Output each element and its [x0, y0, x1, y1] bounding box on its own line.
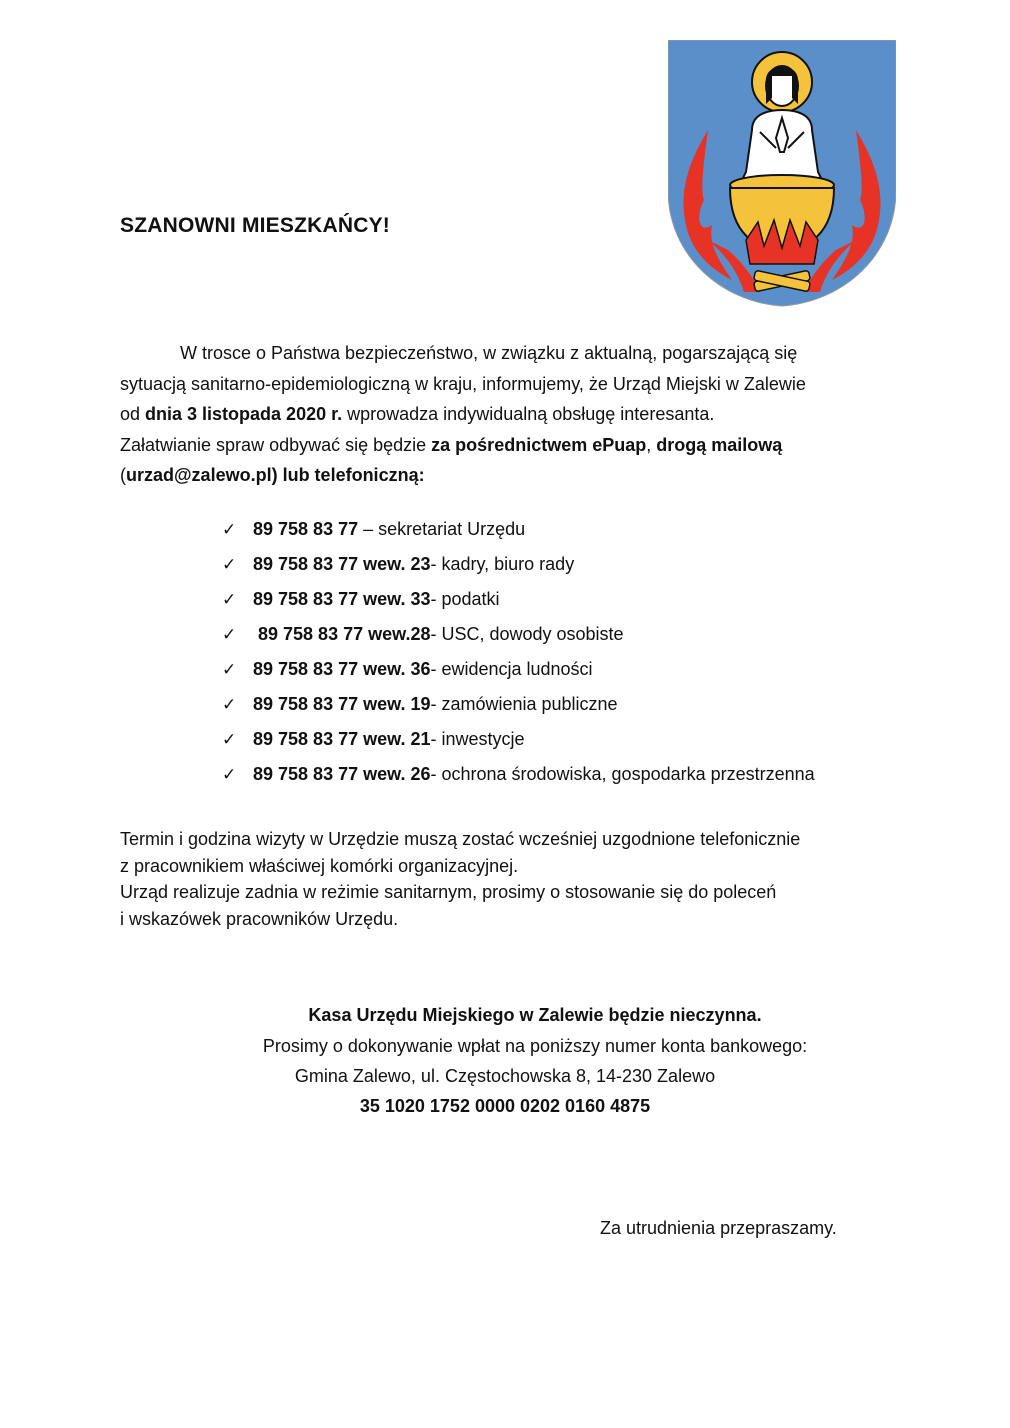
intro-line-3a: od	[120, 404, 146, 424]
list-item	[222, 722, 815, 757]
phone-number: 89 758 83 77 wew. 33	[253, 589, 431, 609]
notice-line-1: Termin i godzina wizyty w Urzędzie muszą zostać wcześniej uzgodnione telefonicznie	[120, 829, 801, 849]
phone-desc: - USC, dowody osobiste	[430, 624, 624, 644]
bank-account-number: 35 1020 1752 0000 0202 0160 4875	[359, 1096, 651, 1116]
payment-request: Prosimy o dokonywanie wpłat na poniższy numer konta bankowego:	[262, 1036, 808, 1056]
intro-line-2: sytuacją sanitarno-epidemiologiczną w kraju, informujemy, że Urząd Miejski w Zalewie	[120, 373, 806, 394]
intro-line-4a: Załatwianie spraw odbywać się będzie	[120, 434, 432, 455]
checkmark-icon: ✓	[222, 765, 237, 785]
phone-desc: - podatki	[430, 589, 500, 609]
phone-number: 89 758 83 77 wew. 23	[253, 554, 431, 574]
intro-paragraph	[120, 338, 889, 491]
intro-line-1: W trosce o Państwa bezpieczeństwo, w związku z aktualną, pogarszającą się	[180, 343, 798, 363]
checkmark-icon: ✓	[222, 625, 237, 645]
phone-number: 89 758 83 77 wew. 21	[253, 729, 431, 749]
notice-line-3: Urząd realizuje zadnia w reżimie sanitarnym, prosimy o stosowanie się do poleceń	[120, 882, 777, 902]
cashier-closed-title: Kasa Urzędu Miejskiego w Zalewie będzie nieczynna.	[308, 1005, 762, 1025]
contact-list	[222, 512, 815, 792]
list-item	[222, 512, 815, 547]
bank-address: Gmina Zalewo, ul. Częstochowska 8, 14-230 Zalewo	[294, 1066, 716, 1086]
checkmark-icon: ✓	[222, 730, 237, 750]
intro-mail: drogą mailową	[656, 434, 783, 455]
list-item	[222, 687, 815, 722]
phone-number: 89 758 83 77	[253, 519, 359, 539]
list-item	[222, 617, 815, 652]
checkmark-icon: ✓	[222, 520, 237, 540]
phone-desc: - zamówienia publiczne	[430, 694, 618, 714]
intro-line-5a: (	[120, 465, 126, 485]
intro-epuap: za pośrednictwem ePuap	[431, 434, 647, 455]
checkmark-icon: ✓	[222, 695, 237, 715]
phone-desc: - ochrona środowiska, gospodarka przestrzenna	[430, 764, 815, 784]
phone-number: 89 758 83 77 wew.28	[253, 624, 431, 644]
phone-number: 89 758 83 77 wew. 36	[253, 659, 431, 679]
list-item	[222, 582, 815, 617]
checkmark-icon: ✓	[222, 590, 237, 610]
notice-line-4: i wskazówek pracowników Urzędu.	[120, 908, 399, 929]
list-item	[222, 652, 815, 687]
phone-number: 89 758 83 77 wew. 19	[253, 694, 431, 714]
page-title: SZANOWNI MIESZKAŃCY!	[120, 214, 390, 237]
intro-line-4c: ,	[646, 434, 657, 455]
phone-desc: - inwestycje	[430, 729, 525, 749]
closing-apology: Za utrudnienia przepraszamy.	[600, 1218, 837, 1238]
intro-line-3c: wprowadza indywidualną obsługę interesanta.	[342, 404, 715, 424]
list-item	[222, 757, 815, 792]
checkmark-icon: ✓	[222, 555, 237, 575]
intro-date: dnia 3 listopada 2020 r.	[145, 404, 343, 424]
phone-desc: – sekretariat Urzędu	[358, 519, 526, 539]
intro-email-phone: urzad@zalewo.pl) lub telefoniczną:	[126, 465, 425, 485]
phone-desc: - ewidencja ludności	[430, 659, 593, 679]
notice-paragraph	[120, 826, 889, 932]
checkmark-icon: ✓	[222, 660, 237, 680]
phone-number: 89 758 83 77 wew. 26	[253, 764, 431, 784]
phone-desc: - kadry, biuro rady	[430, 554, 575, 574]
coat-of-arms-icon	[668, 40, 896, 308]
notice-line-2: z pracownikiem właściwej komórki organizacyjnej.	[120, 855, 519, 876]
list-item	[222, 547, 815, 582]
